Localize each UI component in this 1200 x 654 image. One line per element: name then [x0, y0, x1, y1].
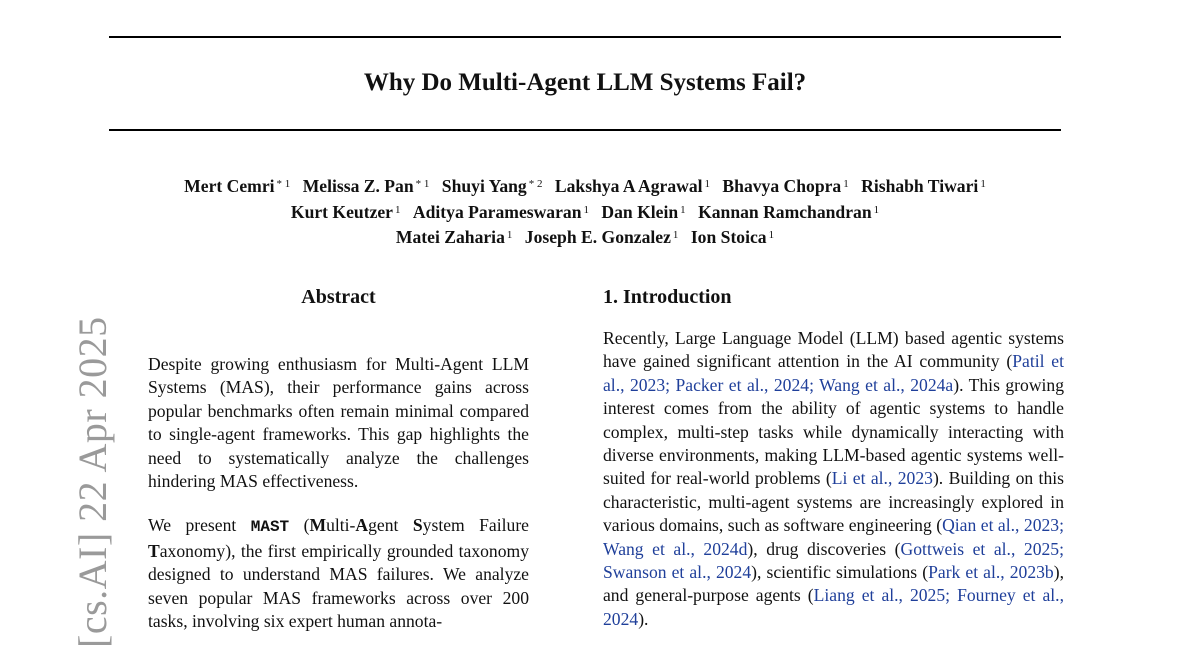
citation-link[interactable]: Wang et al., 2024d [603, 538, 748, 559]
citation-link[interactable]: Qian et al., 2023 [942, 515, 1060, 536]
citation-link[interactable]: Wang et al., 2024a [819, 374, 954, 395]
title-bottom-rule [109, 129, 1061, 131]
title-top-rule [109, 36, 1061, 38]
author-row-1 [60, 173, 1110, 199]
abstract-paragraph-1: Despite growing enthusiasm for Multi-Agent LLM Systems (MAS), their performance gains across popular benchmarks often remain minimal compared to single-agent frameworks. This gap highlights the need to systematically analyze the challenges hindering MAS effectiveness. [148, 354, 529, 492]
citation-link[interactable]: Liang et al., 2025 [813, 585, 946, 606]
author: Melissa Z. Pan $^{* 1}$ [302, 176, 430, 196]
abstract-paragraph-2: We present MAST (Multi-Agent System Failure Taxonomy), the first empirically grounded taxonomy designed to understand MAS failures. We analyze seven popular MAS frameworks across over 200 tasks, involving six expert human annota- [148, 515, 529, 632]
author: Bhavya Chopra $^1$ [722, 176, 849, 196]
introduction-body [603, 327, 1064, 631]
author: Mert Cemri $^{* 1}$ [184, 176, 291, 196]
abstract-body [148, 353, 529, 654]
mast-acronym: MAST [250, 518, 290, 537]
paper-title: Why Do Multi-Agent LLM Systems Fail? [363, 69, 807, 96]
author-list [60, 173, 1110, 250]
author: Ion Stoica $^1$ [690, 227, 775, 247]
citation-link[interactable]: Fourney et al., 2024 [603, 585, 1064, 629]
citation-link[interactable]: Park et al., 2023b [928, 562, 1054, 583]
author: Kurt Keutzer $^1$ [290, 201, 401, 222]
abstract-heading: Abstract [301, 286, 376, 308]
author-row-2 [60, 199, 1110, 225]
author: Dan Klein $^1$ [601, 201, 686, 222]
citation-link[interactable]: Patil et al., 2023 [603, 351, 1064, 395]
author-row-3 [60, 224, 1110, 250]
citation-link[interactable]: Packer et al., 2024 [675, 374, 810, 395]
author: Aditya Parameswaran $^1$ [412, 201, 589, 222]
author: Shuyi Yang $^{* 2}$ [441, 176, 543, 196]
arxiv-margin-stamp: [cs.AI] 22 Apr 2025 [70, 316, 115, 648]
citation-link[interactable]: Gottweis et al., 2025 [900, 538, 1060, 559]
author: Lakshya A Agrawal $^1$ [554, 176, 711, 196]
citation-link[interactable]: Li et al., 2023 [831, 468, 933, 489]
author: Rishabh Tiwari $^1$ [861, 176, 986, 196]
author: Joseph E. Gonzalez $^1$ [524, 227, 679, 247]
author: Matei Zaharia $^1$ [395, 227, 513, 247]
introduction-paragraph: Recently, Large Language Model (LLM) based agentic systems have gained significant attention in the AI community (Patil et al., 2023; Packer et al., 2024; Wang et al., 2024a). This growing interest comes from the ability of agentic systems to handle complex, multi-step tasks while dynamically interacting with diverse environments, making LLM-based agentic systems well-suited for real-world problems (Li et al., 2023). Building on this characteristic, multi-agent systems are increasingly explored in various domains, such as software engineering (Qian et al., 2023; Wang et al., 2024d), drug discoveries (Gottweis et al., 2025; Swanson et al., 2024), scientific simulations (Park et al., 2023b), and general-purpose agents (Liang et al., 2025; Fourney et al., 2024). [603, 328, 1065, 629]
author: Kannan Ramchandran $^1$ [698, 201, 880, 222]
introduction-heading: 1. Introduction [603, 286, 732, 308]
citation-link[interactable]: Swanson et al., 2024 [603, 562, 752, 583]
